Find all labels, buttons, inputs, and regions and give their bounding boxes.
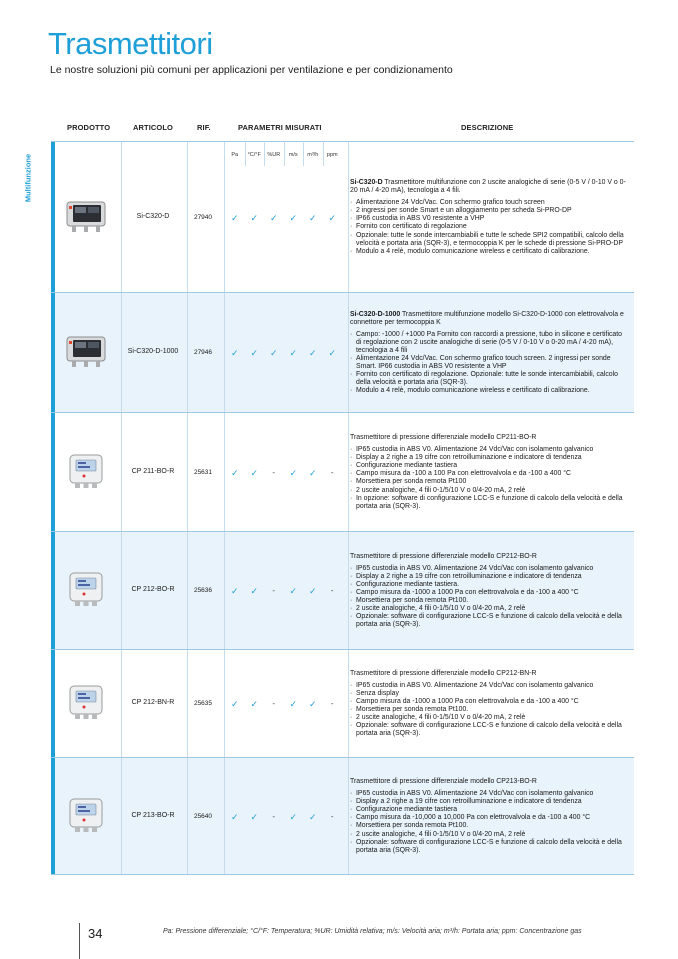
check-icon: ✓ <box>308 586 317 596</box>
article-code: Si-C320-D <box>136 212 170 220</box>
reference-number: 25635 <box>193 700 213 707</box>
feature-item: · Alimentazione 24 Vdc/Vac. Con schermo grafico touch screen. 2 ingressi per sonde Smart. IP66 custodia in ABS V0 resistente a VHP <box>350 355 628 371</box>
feature-item: · Modulo a 4 relè, modulo comunicazione wireless e certificato di calibrazione. <box>350 387 628 395</box>
unit-label: Pa <box>231 152 239 158</box>
check-icon: ✓ <box>230 586 239 596</box>
check-icon: ✓ <box>328 212 337 223</box>
pressure-transmitter-image <box>63 682 109 722</box>
feature-item: · IP65 custodia in ABS V0. Alimentazione 24 Vdc/Vac con isolamento galvanico <box>350 446 628 454</box>
product-row <box>51 650 634 758</box>
feature-item: · Opzionale: software di configurazione LCC-S e funzione di calcolo della velocità e della portata aria (SQR-3). <box>350 722 628 738</box>
article-code: CP 212-BN-R <box>131 699 175 706</box>
feature-list <box>350 790 628 855</box>
check-icon: ✓ <box>308 699 317 709</box>
feature-list <box>350 199 628 256</box>
check-icon: ✓ <box>289 586 298 596</box>
not-measured-dash: - <box>330 586 334 595</box>
unit-label: °C/°F <box>247 152 261 158</box>
unit-label: m³/h <box>307 152 319 158</box>
header-prodotto: PRODOTTO <box>67 123 111 132</box>
check-icon: ✓ <box>289 348 298 358</box>
measured-parameters <box>225 812 342 822</box>
description-intro-text: Trasmettitore di pressione differenziale modello CP211-BO-R <box>350 434 537 441</box>
touch-transmitter-image <box>63 331 109 371</box>
row-accent-bar <box>51 758 55 874</box>
product-image <box>63 569 109 609</box>
column-divider <box>348 142 349 292</box>
article-code: CP 212-BO-R <box>131 586 175 593</box>
description-intro-text: Trasmettitore multifunzione con 2 uscite analogiche di serie (0-5 V / 0-10 V o 0-20 mA / 4-20 mA), tecnologia a 4 fili. <box>350 179 626 195</box>
article-code: CP 213-BO-R <box>131 811 175 819</box>
reference-number: 25636 <box>193 587 213 594</box>
column-divider <box>348 650 349 757</box>
check-icon: ✓ <box>289 811 298 822</box>
unit-label: m/s <box>288 152 298 158</box>
check-icon: ✓ <box>289 699 298 709</box>
feature-list <box>350 446 628 511</box>
product-description <box>350 778 628 855</box>
feature-item: · Morsettiera per sonda remota Pt100. <box>350 597 628 605</box>
feature-item: · Campo misura da -100 a 100 Pa con elettrovalvola e da -100 a 400 °C <box>350 470 628 478</box>
check-icon: ✓ <box>250 699 259 709</box>
feature-item: · Morsettiera per sonda remota Pt100. <box>350 822 628 830</box>
product-image <box>63 682 109 722</box>
row-accent-bar <box>51 293 55 412</box>
touch-transmitter-image <box>63 196 109 236</box>
row-accent-bar <box>51 413 55 531</box>
product-description <box>350 179 628 256</box>
check-icon: ✓ <box>250 212 259 223</box>
feature-item: · IP65 custodia in ABS V0. Alimentazione 24 Vdc/Vac con isolamento galvanico <box>350 682 628 690</box>
feature-item: · Opzionale: software di configurazione LCC-S e funzione di calcolo della velocità e della portata aria (SQR-3). <box>350 839 628 855</box>
article-code: Si-C320-D-1000 <box>127 348 179 355</box>
check-icon: ✓ <box>250 467 259 478</box>
reference-number: 27940 <box>193 213 213 221</box>
feature-item: · Campo misura da -1000 a 1000 Pa con elettrovalvola e da -100 a 400 °C <box>350 589 628 597</box>
feature-item: · Morsettiera per sonda remota Pt100 <box>350 478 628 486</box>
not-measured-dash: - <box>272 586 276 595</box>
product-description <box>350 670 628 739</box>
product-description <box>350 311 628 396</box>
check-icon: ✓ <box>230 811 239 822</box>
product-image <box>63 196 109 236</box>
reference-number: 25640 <box>193 812 213 820</box>
product-row <box>51 142 634 293</box>
product-image <box>63 795 109 835</box>
check-icon: ✓ <box>230 699 239 709</box>
measured-parameters <box>225 586 342 596</box>
pressure-transmitter-image <box>63 569 109 609</box>
product-image <box>63 331 109 371</box>
description-intro-text: Trasmettitore di pressione differenziale modello CP212-BN-R <box>350 669 537 677</box>
description-intro-text: Trasmettitore di pressione differenziale modello CP212-BO-R <box>350 552 537 560</box>
feature-item: · Campo: -1000 / +1000 Pa Fornito con raccordi a pressione, tubo in silicone e certificato di regolazione con 2 uscite analogiche di serie (0-5 V / 0-10 V o 0-20 mA / 4-20 mA), tecnologia a 4 fili <box>350 331 628 355</box>
product-description <box>350 553 628 630</box>
page-title: Trasmettitori <box>48 26 213 61</box>
unit-divider <box>284 141 285 166</box>
column-divider <box>348 293 349 412</box>
page-subtitle: Le nostre soluzioni più comuni per applicazioni per ventilazione e per condizionamento <box>50 64 453 76</box>
not-measured-dash: - <box>330 811 334 821</box>
not-measured-dash: - <box>330 467 334 477</box>
not-measured-dash: - <box>272 699 276 708</box>
check-icon: ✓ <box>289 467 298 478</box>
column-divider <box>348 413 349 531</box>
reference-number: 25631 <box>193 468 213 476</box>
feature-item: · Campo misura da -1000 a 1000 Pa con elettrovalvola e da -100 a 400 °C <box>350 698 628 706</box>
check-icon: ✓ <box>269 212 278 223</box>
feature-item: · 2 ingressi per sonde Smart e un alloggiamento per scheda Si-PRO-DP <box>350 207 628 215</box>
check-icon: ✓ <box>230 467 239 478</box>
check-icon: ✓ <box>308 811 317 822</box>
measured-parameters <box>225 699 342 709</box>
column-divider <box>348 758 349 874</box>
product-description <box>350 434 628 511</box>
check-icon: ✓ <box>308 212 317 223</box>
check-icon: ✓ <box>269 348 278 358</box>
check-icon: ✓ <box>250 586 259 596</box>
feature-item: · Senza display <box>350 690 628 698</box>
feature-item: · Display a 2 righe a 19 cifre con retroilluminazione e indicatore di tendenza <box>350 573 628 581</box>
header-parametri: PARAMETRI MISURATI <box>238 123 322 132</box>
unit-divider <box>303 141 304 166</box>
column-divider <box>348 532 349 649</box>
feature-item: · Configurazione mediante tastiera <box>350 462 628 470</box>
pressure-transmitter-image <box>63 451 109 491</box>
description-intro <box>350 778 628 786</box>
feature-item: · Opzionale: software di configurazione LCC-S e funzione di calcolo della velocità e della portata aria (SQR-3). <box>350 613 628 629</box>
feature-item: · Configurazione mediante tastiera <box>350 806 628 814</box>
feature-item: · 2 uscite analogiche, 4 fili 0-1/5/10 V o 0/4-20 mA, 2 relè <box>350 714 628 722</box>
measured-parameters <box>225 348 342 358</box>
description-model: Si-C320-D <box>350 179 383 186</box>
description-intro <box>350 434 628 442</box>
feature-item: · Configurazione mediante tastiera. <box>350 581 628 589</box>
not-measured-dash: - <box>272 467 276 477</box>
unit-divider <box>245 141 246 166</box>
description-model: Si-C320-D-1000 <box>350 310 401 318</box>
row-accent-bar <box>51 142 55 292</box>
unit-divider <box>264 141 265 166</box>
feature-item: · Campo misura da -10,000 a 10,000 Pa con elettrovalvola e da -100 a 400 °C <box>350 814 628 822</box>
row-accent-bar <box>51 650 55 757</box>
feature-item: · 2 uscite analogiche, 4 fili 0-1/5/10 V o 0/4-20 mA, 2 relè <box>350 487 628 495</box>
header-rif: RIF. <box>197 123 211 132</box>
unit-label: %UR <box>267 152 281 158</box>
check-icon: ✓ <box>250 348 259 358</box>
feature-item: · Morsettiera per sonda remota Pt100. <box>350 706 628 714</box>
check-icon: ✓ <box>230 348 239 358</box>
check-icon: ✓ <box>289 212 298 223</box>
check-icon: ✓ <box>230 212 239 223</box>
check-icon: ✓ <box>328 348 337 358</box>
description-intro-text: Trasmettitore multifunzione modello Si-C320-D-1000 con elettrovalvola e connettore per termocoppia K <box>350 310 624 326</box>
description-intro <box>350 179 628 195</box>
measured-parameters <box>225 213 342 223</box>
feature-item: · 2 uscite analogiche, 4 fili 0-1/5/10 V o 0/4-20 mA, 2 relè <box>350 831 628 839</box>
unit-divider <box>323 141 324 166</box>
pressure-transmitter-image <box>63 795 109 835</box>
feature-item: · Display a 2 righe a 19 cifre con retroilluminazione e indicatore di tendenza <box>350 798 628 806</box>
feature-item: · IP65 custodia in ABS V0. Alimentazione 24 Vdc/Vac con isolamento galvanico <box>350 565 628 573</box>
product-row <box>51 532 634 650</box>
footer-legend: Pa: Pressione differenziale; °C/°F: Temperatura; %UR: Umidità relativa; m/s: Velocità aria; m³/h: Portata aria; ppm: Concentrazione gas <box>163 928 582 935</box>
check-icon: ✓ <box>308 467 317 478</box>
feature-item: · Modulo a 4 relè, modulo comunicazione wireless e certificato di calibrazione. <box>350 248 628 256</box>
feature-item: · Alimentazione 24 Vdc/Vac. Con schermo grafico touch screen <box>350 199 628 207</box>
units-row <box>225 150 342 160</box>
description-intro <box>350 670 628 678</box>
feature-item: · Display a 2 righe a 19 cifre con retroilluminazione e indicatore di tendenza <box>350 454 628 462</box>
reference-number: 27946 <box>193 349 213 356</box>
measured-parameters <box>225 468 342 478</box>
unit-label: ppm <box>326 152 338 158</box>
page-number-rule <box>79 923 80 959</box>
feature-list <box>350 331 628 396</box>
description-intro-text: Trasmettitore di pressione differenziale modello CP213-BO-R <box>350 778 537 785</box>
product-row <box>51 293 634 413</box>
not-measured-dash: - <box>272 811 276 821</box>
page-number: 34 <box>88 926 103 941</box>
check-icon: ✓ <box>308 348 317 358</box>
feature-list <box>350 682 628 739</box>
feature-item: · 2 uscite analogiche, 4 fili 0-1/5/10 V o 0/4-20 mA, 2 relè <box>350 605 628 613</box>
feature-list <box>350 565 628 630</box>
description-intro <box>350 553 628 561</box>
feature-item: · Opzionale: tutte le sonde intercambiabili e tutte le schede SPI2 compatibili, calcolo della velocità e portata aria (SQR-3), e termocoppia K per le schede di pressione Si-PRO-DP <box>350 232 628 248</box>
header-descrizione: DESCRIZIONE <box>461 123 514 132</box>
article-code: CP 211-BO-R <box>131 467 175 475</box>
product-row <box>51 413 634 532</box>
header-articolo: ARTICOLO <box>133 123 173 132</box>
feature-item: · IP66 custodia in ABS V0 resistente a VHP <box>350 215 628 223</box>
feature-item: · Fornito con certificato di regolazione. Opzionale: tutte le sonde intercambiabili, calcolo della velocità e portata aria (SQR-3). <box>350 371 628 387</box>
product-image <box>63 451 109 491</box>
side-category-label: Multifunzione <box>23 153 33 203</box>
feature-item: · IP65 custodia in ABS V0. Alimentazione 24 Vdc/Vac con isolamento galvanico <box>350 790 628 798</box>
description-intro <box>350 311 628 327</box>
not-measured-dash: - <box>330 699 334 708</box>
feature-item: · In opzione: software di configurazione LCC-S e funzione di calcolo della velocità e della portata aria (SQR-3). <box>350 495 628 511</box>
row-accent-bar <box>51 532 55 649</box>
check-icon: ✓ <box>250 811 259 822</box>
product-row <box>51 758 634 875</box>
feature-item: · Fornito con certificato di regolazione <box>350 223 628 231</box>
